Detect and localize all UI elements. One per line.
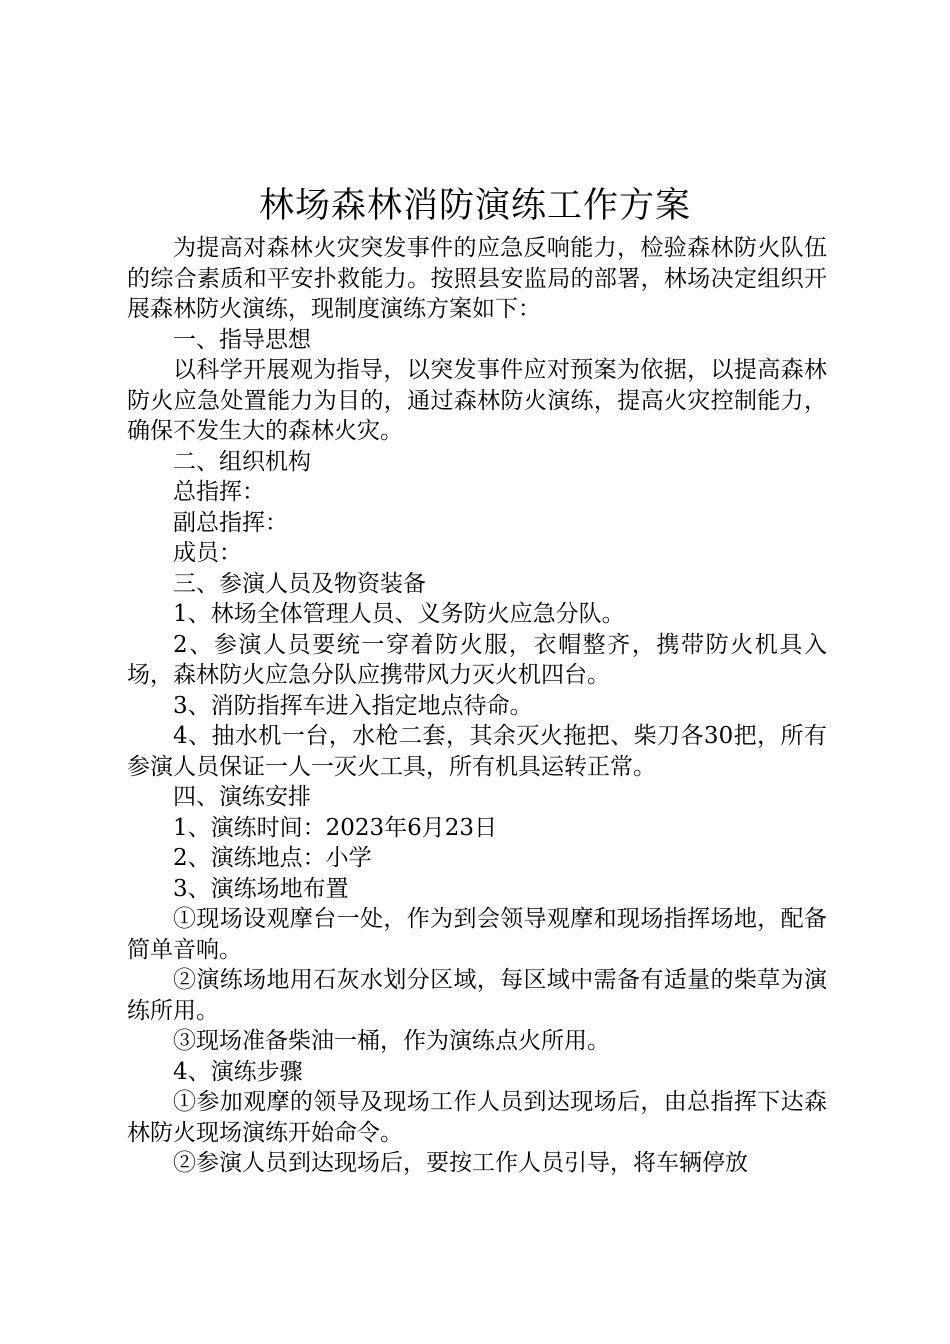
site-layout-item-3: ③现场准备柴油一桶，作为演练点火所用。 (173, 1028, 610, 1054)
site-layout-item-1: ①现场设观摩台一处，作为到会领导观摩和现场指挥场地，配备简单音响。 (127, 906, 827, 963)
drill-steps-heading: 4、演练步骤 (173, 1058, 303, 1085)
personnel-item-2: 2、参演人员要统一穿着防火服，衣帽整齐，携带防火机具入场，森林防火应急分队应携带风力灭火机四台。 (127, 631, 827, 688)
guiding-thought-paragraph: 以科学开展观为指导，以突发事件应对预案为依据，以提高森林防火应急处置能力为目的，通过森林防火演练，提高火灾控制能力，确保不发生大的森林火灾。 (127, 357, 827, 444)
personnel-item-1: 1、林场全体管理人员、义务防火应急分队。 (173, 601, 625, 627)
personnel-item-3: 3、消防指挥车进入指定地点待命。 (173, 692, 533, 719)
document-body (127, 233, 827, 1179)
commander-line: 总指挥： (173, 479, 265, 505)
section-heading-personnel-equipment: 三、参演人员及物资装备 (173, 570, 426, 597)
drill-step-1: ①参加观摩的领导及现场工作人员到达现场后，由总指挥下达森林防火现场演练开始命令。 (127, 1089, 827, 1146)
deputy-commander-line: 副总指挥： (173, 509, 288, 536)
section-heading-organization: 二、组织机构 (173, 448, 311, 475)
members-line: 成员： (173, 540, 242, 566)
site-layout-item-2: ②演练场地用石灰水划分区域，每区域中需备有适量的柴草为演练所用。 (127, 967, 827, 1024)
section-heading-drill-arrangement: 四、演练安排 (173, 784, 311, 810)
document-title: 林场森林消防演练工作方案 (258, 186, 691, 226)
personnel-item-4: 4、抽水机一台，水枪二套，其余灭火拖把、柴刀各30把，所有参演人员保证一人一灭火工具，所有机具运转正常。 (127, 723, 827, 780)
intro-paragraph: 为提高对森林火灾突发事件的应急反响能力，检验森林防火队伍的综合素质和平安扑救能力。按照县安监局的部署，林场决定组织开展森林防火演练，现制度演练方案如下： (127, 235, 827, 322)
section-heading-guiding-thought: 一、指导思想 (173, 326, 311, 353)
drill-time: 1、演练时间：2023年6月23日 (173, 814, 498, 841)
drill-site-layout-heading: 3、演练场地布置 (173, 875, 349, 902)
drill-step-2: ②参演人员到达现场后，要按工作人员引导，将车辆停放 (173, 1150, 748, 1176)
drill-location: 2、演练地点：小学 (173, 845, 372, 871)
